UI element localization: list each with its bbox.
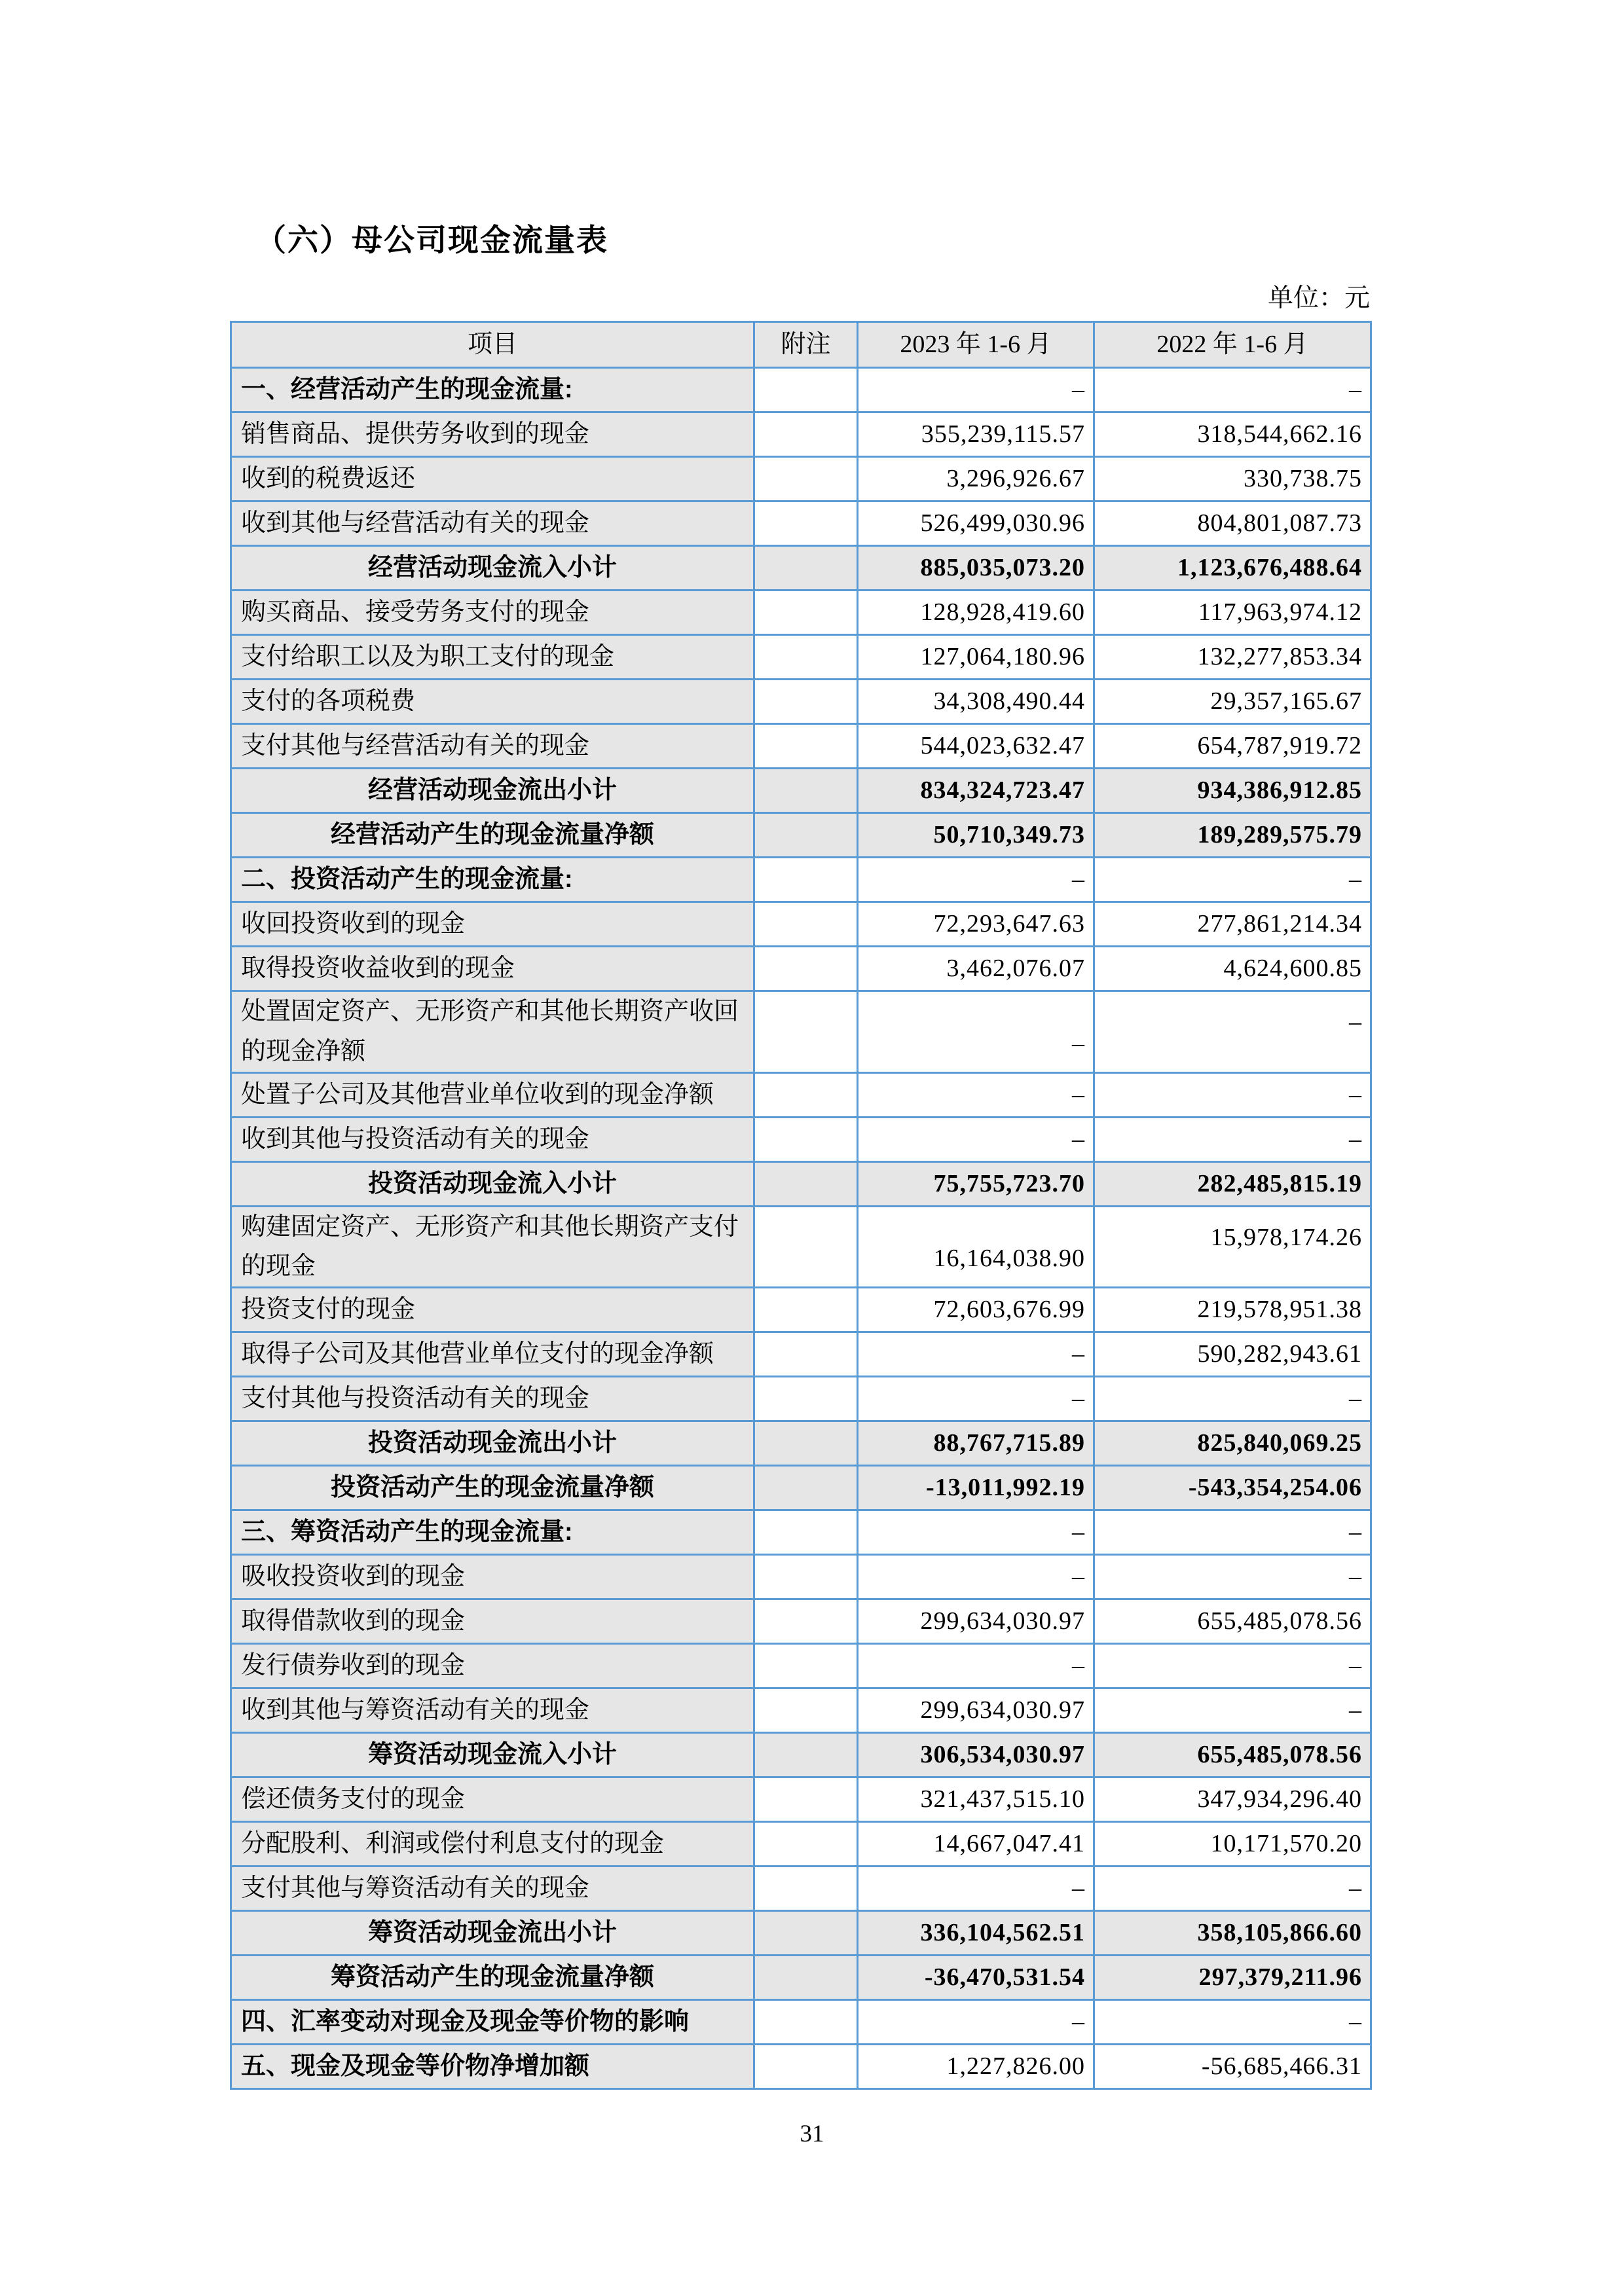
item-label-cell: 筹资活动现金流入小计 <box>231 1733 754 1777</box>
note-cell <box>754 1072 858 1117</box>
note-cell <box>754 1288 858 1332</box>
note-cell <box>754 501 858 546</box>
note-cell <box>754 635 858 680</box>
table-body <box>231 368 1371 2089</box>
value-2023-cell: – <box>858 1117 1094 1161</box>
value-2022-cell: 219,578,951.38 <box>1094 1288 1371 1332</box>
table-row <box>231 635 1371 680</box>
table-row <box>231 813 1371 858</box>
value-2023-cell: 306,534,030.97 <box>858 1733 1094 1777</box>
value-2023-cell: 321,437,515.10 <box>858 1777 1094 1822</box>
value-2023-cell: – <box>858 1510 1094 1555</box>
table-row <box>231 680 1371 724</box>
item-label-cell: 收到的税费返还 <box>231 457 754 501</box>
table-row <box>231 1377 1371 1421</box>
table-row <box>231 2045 1371 2089</box>
table-row <box>231 1555 1371 1599</box>
table-row <box>231 368 1371 412</box>
item-label-cell: 三、筹资活动产生的现金流量: <box>231 1510 754 1555</box>
table-row <box>231 902 1371 947</box>
value-2022-cell: 15,978,174.26 <box>1094 1206 1371 1288</box>
item-label-cell: 支付的各项税费 <box>231 680 754 724</box>
item-label-cell: 支付其他与经营活动有关的现金 <box>231 724 754 769</box>
table-row <box>231 1466 1371 1510</box>
value-2023-cell: 16,164,038.90 <box>858 1206 1094 1288</box>
value-2022-cell: – <box>1094 1644 1371 1688</box>
item-label-cell: 分配股利、利润或偿付利息支付的现金 <box>231 1822 754 1867</box>
value-2022-cell: 29,357,165.67 <box>1094 680 1371 724</box>
value-2023-cell: 526,499,030.96 <box>858 501 1094 546</box>
note-cell <box>754 457 858 501</box>
value-2022-cell: 655,485,078.56 <box>1094 1599 1371 1644</box>
value-2023-cell: 50,710,349.73 <box>858 813 1094 858</box>
table-row <box>231 1072 1371 1117</box>
table-header-row <box>231 322 1371 368</box>
value-2022-cell: – <box>1094 1117 1371 1161</box>
note-cell <box>754 1733 858 1777</box>
value-2022-cell: 132,277,853.34 <box>1094 635 1371 680</box>
item-label-cell: 投资支付的现金 <box>231 1288 754 1332</box>
value-2022-cell: -543,354,254.06 <box>1094 1466 1371 1510</box>
note-cell <box>754 1867 858 1911</box>
item-label-cell: 取得投资收益收到的现金 <box>231 947 754 991</box>
table-row <box>231 991 1371 1073</box>
note-cell <box>754 1466 858 1510</box>
value-2022-cell: 117,963,974.12 <box>1094 591 1371 635</box>
value-2022-cell: – <box>1094 991 1371 1073</box>
item-label-cell: 投资活动现金流入小计 <box>231 1161 754 1206</box>
item-label-cell: 收到其他与投资活动有关的现金 <box>231 1117 754 1161</box>
item-label-cell: 一、经营活动产生的现金流量: <box>231 368 754 412</box>
note-cell <box>754 2045 858 2089</box>
note-cell <box>754 902 858 947</box>
value-2022-cell: 358,105,866.60 <box>1094 1911 1371 1956</box>
note-cell <box>754 1161 858 1206</box>
note-cell <box>754 991 858 1073</box>
column-header-item: 项目 <box>231 322 754 368</box>
value-2022-cell: 297,379,211.96 <box>1094 1956 1371 2000</box>
table-row <box>231 1206 1371 1288</box>
value-2023-cell: -13,011,992.19 <box>858 1466 1094 1510</box>
item-label-cell: 二、投资活动产生的现金流量: <box>231 858 754 902</box>
value-2022-cell: 318,544,662.16 <box>1094 412 1371 457</box>
item-label-cell: 取得借款收到的现金 <box>231 1599 754 1644</box>
note-cell <box>754 1822 858 1867</box>
value-2023-cell: 34,308,490.44 <box>858 680 1094 724</box>
column-header-2023: 2023 年 1-6 月 <box>858 322 1094 368</box>
item-label-cell: 五、现金及现金等价物净增加额 <box>231 2045 754 2089</box>
table-row <box>231 1956 1371 2000</box>
item-label-cell: 经营活动产生的现金流量净额 <box>231 813 754 858</box>
note-cell <box>754 1206 858 1288</box>
table-row <box>231 1822 1371 1867</box>
item-label-cell: 四、汇率变动对现金及现金等价物的影响 <box>231 2000 754 2045</box>
value-2022-cell: 189,289,575.79 <box>1094 813 1371 858</box>
note-cell <box>754 1332 858 1377</box>
item-label-cell: 筹资活动现金流出小计 <box>231 1911 754 1956</box>
value-2023-cell: 127,064,180.96 <box>858 635 1094 680</box>
note-cell <box>754 412 858 457</box>
note-cell <box>754 680 858 724</box>
value-2023-cell: – <box>858 368 1094 412</box>
item-label-cell: 经营活动现金流出小计 <box>231 769 754 813</box>
value-2022-cell: 934,386,912.85 <box>1094 769 1371 813</box>
value-2022-cell: 277,861,214.34 <box>1094 902 1371 947</box>
note-cell <box>754 591 858 635</box>
table-row <box>231 1421 1371 1466</box>
value-2023-cell: 834,324,723.47 <box>858 769 1094 813</box>
value-2022-cell: – <box>1094 2000 1371 2045</box>
value-2023-cell: 355,239,115.57 <box>858 412 1094 457</box>
item-label-cell: 偿还债务支付的现金 <box>231 1777 754 1822</box>
value-2022-cell: 655,485,078.56 <box>1094 1733 1371 1777</box>
value-2022-cell: 590,282,943.61 <box>1094 1332 1371 1377</box>
value-2023-cell: -36,470,531.54 <box>858 1956 1094 2000</box>
item-label-cell: 收到其他与经营活动有关的现金 <box>231 501 754 546</box>
item-label-cell: 收回投资收到的现金 <box>231 902 754 947</box>
note-cell <box>754 1644 858 1688</box>
item-label-cell: 支付给职工以及为职工支付的现金 <box>231 635 754 680</box>
table-row <box>231 1117 1371 1161</box>
table-row <box>231 1288 1371 1332</box>
value-2023-cell: 72,603,676.99 <box>858 1288 1094 1332</box>
item-label-cell: 销售商品、提供劳务收到的现金 <box>231 412 754 457</box>
value-2023-cell: – <box>858 1867 1094 1911</box>
value-2023-cell: 14,667,047.41 <box>858 1822 1094 1867</box>
value-2022-cell: 347,934,296.40 <box>1094 1777 1371 1822</box>
item-label-cell: 处置固定资产、无形资产和其他长期资产收回的现金净额 <box>231 991 754 1073</box>
note-cell <box>754 1688 858 1733</box>
note-cell <box>754 813 858 858</box>
value-2023-cell: – <box>858 858 1094 902</box>
column-header-2022: 2022 年 1-6 月 <box>1094 322 1371 368</box>
table-row <box>231 457 1371 501</box>
table-row <box>231 1777 1371 1822</box>
note-cell <box>754 1911 858 1956</box>
item-label-cell: 购买商品、接受劳务支付的现金 <box>231 591 754 635</box>
note-cell <box>754 1377 858 1421</box>
value-2023-cell: 72,293,647.63 <box>858 902 1094 947</box>
value-2022-cell: – <box>1094 1377 1371 1421</box>
value-2022-cell: -56,685,466.31 <box>1094 2045 1371 2089</box>
value-2023-cell: 3,462,076.07 <box>858 947 1094 991</box>
value-2022-cell: 1,123,676,488.64 <box>1094 546 1371 591</box>
value-2022-cell: 804,801,087.73 <box>1094 501 1371 546</box>
value-2022-cell: 4,624,600.85 <box>1094 947 1371 991</box>
value-2023-cell: 88,767,715.89 <box>858 1421 1094 1466</box>
note-cell <box>754 1510 858 1555</box>
value-2022-cell: – <box>1094 1867 1371 1911</box>
value-2023-cell: – <box>858 1644 1094 1688</box>
value-2023-cell: – <box>858 1555 1094 1599</box>
item-label-cell: 支付其他与筹资活动有关的现金 <box>231 1867 754 1911</box>
table-row <box>231 501 1371 546</box>
value-2022-cell: – <box>1094 1510 1371 1555</box>
unit-label: 单位：元 <box>1267 284 1370 312</box>
table-row <box>231 1332 1371 1377</box>
table-row <box>231 1911 1371 1956</box>
note-cell <box>754 1117 858 1161</box>
page-number: 31 <box>800 2121 824 2147</box>
note-cell <box>754 947 858 991</box>
value-2023-cell: – <box>858 1072 1094 1117</box>
table-row <box>231 591 1371 635</box>
item-label-cell: 投资活动产生的现金流量净额 <box>231 1466 754 1510</box>
table-row <box>231 1161 1371 1206</box>
table-row <box>231 858 1371 902</box>
value-2022-cell: – <box>1094 1688 1371 1733</box>
value-2022-cell: – <box>1094 858 1371 902</box>
cash-flow-table <box>230 321 1372 2090</box>
item-label-cell: 筹资活动产生的现金流量净额 <box>231 1956 754 2000</box>
note-cell <box>754 1956 858 2000</box>
table-row <box>231 546 1371 591</box>
value-2022-cell: – <box>1094 368 1371 412</box>
value-2022-cell: – <box>1094 1072 1371 1117</box>
note-cell <box>754 1421 858 1466</box>
item-label-cell: 收到其他与筹资活动有关的现金 <box>231 1688 754 1733</box>
table-row <box>231 724 1371 769</box>
value-2022-cell: 825,840,069.25 <box>1094 1421 1371 1466</box>
value-2023-cell: – <box>858 991 1094 1073</box>
item-label-cell: 投资活动现金流出小计 <box>231 1421 754 1466</box>
value-2023-cell: – <box>858 1377 1094 1421</box>
note-cell <box>754 2000 858 2045</box>
table-row <box>231 2000 1371 2045</box>
section-title: （六）母公司现金流量表 <box>255 223 608 257</box>
value-2023-cell: 885,035,073.20 <box>858 546 1094 591</box>
table-row <box>231 1688 1371 1733</box>
item-label-cell: 取得子公司及其他营业单位支付的现金净额 <box>231 1332 754 1377</box>
table-row <box>231 1733 1371 1777</box>
column-header-note: 附注 <box>754 322 858 368</box>
item-label-cell: 发行债券收到的现金 <box>231 1644 754 1688</box>
item-label-cell: 购建固定资产、无形资产和其他长期资产支付的现金 <box>231 1206 754 1288</box>
value-2023-cell: 1,227,826.00 <box>858 2045 1094 2089</box>
value-2022-cell: 282,485,815.19 <box>1094 1161 1371 1206</box>
table-row <box>231 1644 1371 1688</box>
table-row <box>231 1867 1371 1911</box>
table-row <box>231 412 1371 457</box>
note-cell <box>754 1599 858 1644</box>
value-2023-cell: 128,928,419.60 <box>858 591 1094 635</box>
value-2022-cell: 654,787,919.72 <box>1094 724 1371 769</box>
value-2023-cell: 3,296,926.67 <box>858 457 1094 501</box>
table-row <box>231 769 1371 813</box>
note-cell <box>754 1555 858 1599</box>
item-label-cell: 吸收投资收到的现金 <box>231 1555 754 1599</box>
value-2023-cell: 299,634,030.97 <box>858 1688 1094 1733</box>
value-2023-cell: 75,755,723.70 <box>858 1161 1094 1206</box>
value-2023-cell: 544,023,632.47 <box>858 724 1094 769</box>
value-2023-cell: 336,104,562.51 <box>858 1911 1094 1956</box>
value-2022-cell: 10,171,570.20 <box>1094 1822 1371 1867</box>
note-cell <box>754 724 858 769</box>
note-cell <box>754 1777 858 1822</box>
item-label-cell: 处置子公司及其他营业单位收到的现金净额 <box>231 1072 754 1117</box>
value-2023-cell: 299,634,030.97 <box>858 1599 1094 1644</box>
table-row <box>231 1599 1371 1644</box>
item-label-cell: 经营活动现金流入小计 <box>231 546 754 591</box>
note-cell <box>754 769 858 813</box>
table-row <box>231 947 1371 991</box>
note-cell <box>754 546 858 591</box>
value-2022-cell: 330,738.75 <box>1094 457 1371 501</box>
value-2023-cell: – <box>858 2000 1094 2045</box>
table-row <box>231 1510 1371 1555</box>
item-label-cell: 支付其他与投资活动有关的现金 <box>231 1377 754 1421</box>
note-cell <box>754 368 858 412</box>
value-2023-cell: – <box>858 1332 1094 1377</box>
value-2022-cell: – <box>1094 1555 1371 1599</box>
note-cell <box>754 858 858 902</box>
